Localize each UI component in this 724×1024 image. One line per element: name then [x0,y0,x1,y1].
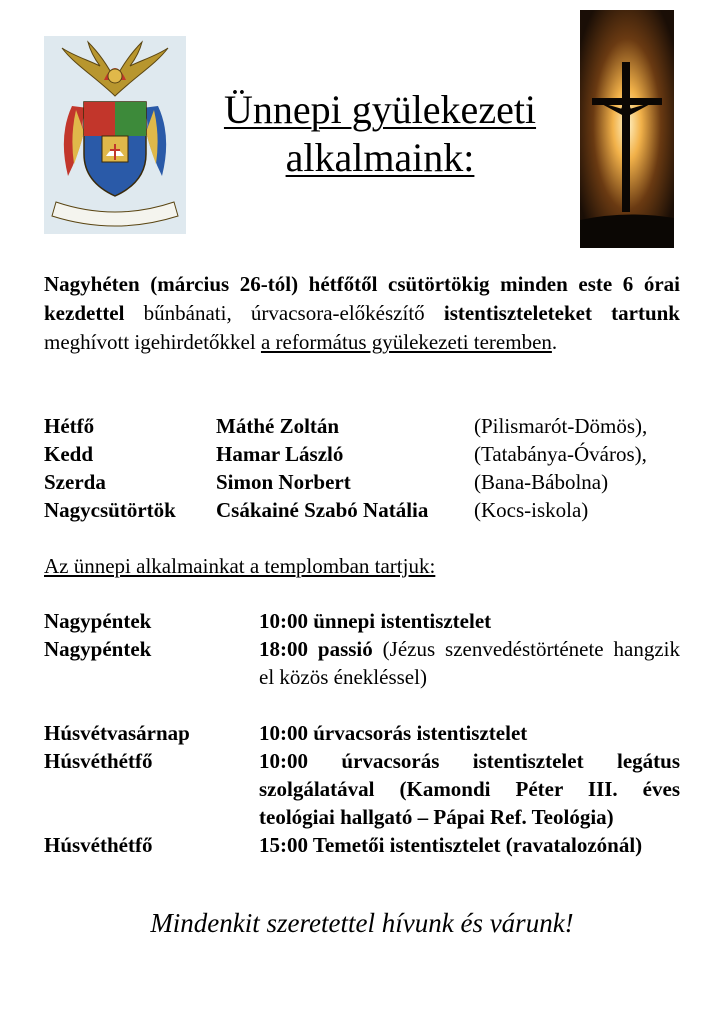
roster-place: (Kocs-iskola) [474,498,589,522]
roster-preacher: Simon Norbert [216,470,351,494]
schedule-row [44,607,680,635]
schedule-desc-bold: 10:00 úrvacsorás istentisztelet [259,721,528,745]
roster-place: (Pilismarót-Dömös), [474,414,648,438]
title-line-1: Ünnepi gyülekezeti [223,87,537,132]
intro-after: meghívott igehirdetőkkel [44,330,261,354]
intro-location: a református gyülekezeti teremben [260,330,552,354]
schedule-day: Húsvétvasárnap [44,721,190,745]
schedule-desc-normal: (Jézus szenvedéstörténete hangzik el közös énekléssel) [259,637,680,689]
roster-preacher: Hamar László [216,442,344,466]
roster-row [44,496,684,524]
roster-day: Szerda [44,470,106,494]
roster-preacher: Csákainé Szabó Natália [216,498,429,522]
schedule-day: Húsvéthétfő [44,749,153,773]
roster-row [44,468,684,496]
closing-invitation: Mindenkit szeretettel hívunk és várunk! [150,908,574,938]
schedule-desc-bold: 10:00 ünnepi istentisztelet [259,609,492,633]
schedule-desc [259,607,680,635]
schedule-desc [259,635,680,691]
intro-bold-2: istentiszteleteket tartunk [443,301,680,325]
roster-row [44,412,684,440]
schedule-desc-bold: 10:00 úrvacsorás istentisztelet legátus szolgálatával (Kamondi Péter III. éves teológiai hallgató – Pápai Ref. Teológia) [259,749,680,829]
section-heading: Az ünnepi alkalmainkat a templomban tartjuk: [44,554,436,578]
schedule-day: Húsvéthétfő [44,833,153,857]
roster-place: (Tatabánya-Óváros), [474,442,647,466]
preacher-roster [44,412,684,524]
roster-day: Kedd [44,442,94,466]
roster-day: Nagycsütörtök [44,498,176,522]
schedule-desc-bold: 15:00 Temetői istentisztelet (ravatalozónál) [259,833,643,857]
schedule-day: Nagypéntek [44,609,152,633]
service-schedule [44,607,680,859]
schedule-row [44,831,680,859]
roster-place: (Bana-Bábolna) [474,470,609,494]
page-title [200,86,560,182]
schedule-desc [259,719,680,747]
schedule-desc [259,747,680,831]
intro-end: . [551,330,558,354]
roster-row [44,440,684,468]
schedule-desc [259,831,680,859]
roster-preacher: Máthé Zoltán [216,414,340,438]
intro-middle: bűnbánati, úrvacsora-előkészítő [124,301,444,325]
crucifix-photo [576,6,678,262]
schedule-day: Nagypéntek [44,637,152,661]
schedule-row [44,635,680,691]
schedule-row [44,747,680,831]
schedule-desc-bold: 18:00 passió [259,637,373,661]
title-line-2: alkalmaink: [285,135,475,180]
intro-paragraph [44,270,680,357]
intro-bold-lead: Nagyhéten (március 26-tól) hétfőtől csütörtökig minden este 6 órai kezdettel [44,272,680,325]
roster-day: Hétfő [44,414,95,438]
schedule-row [44,719,680,747]
coat-of-arms-icon [44,36,186,234]
